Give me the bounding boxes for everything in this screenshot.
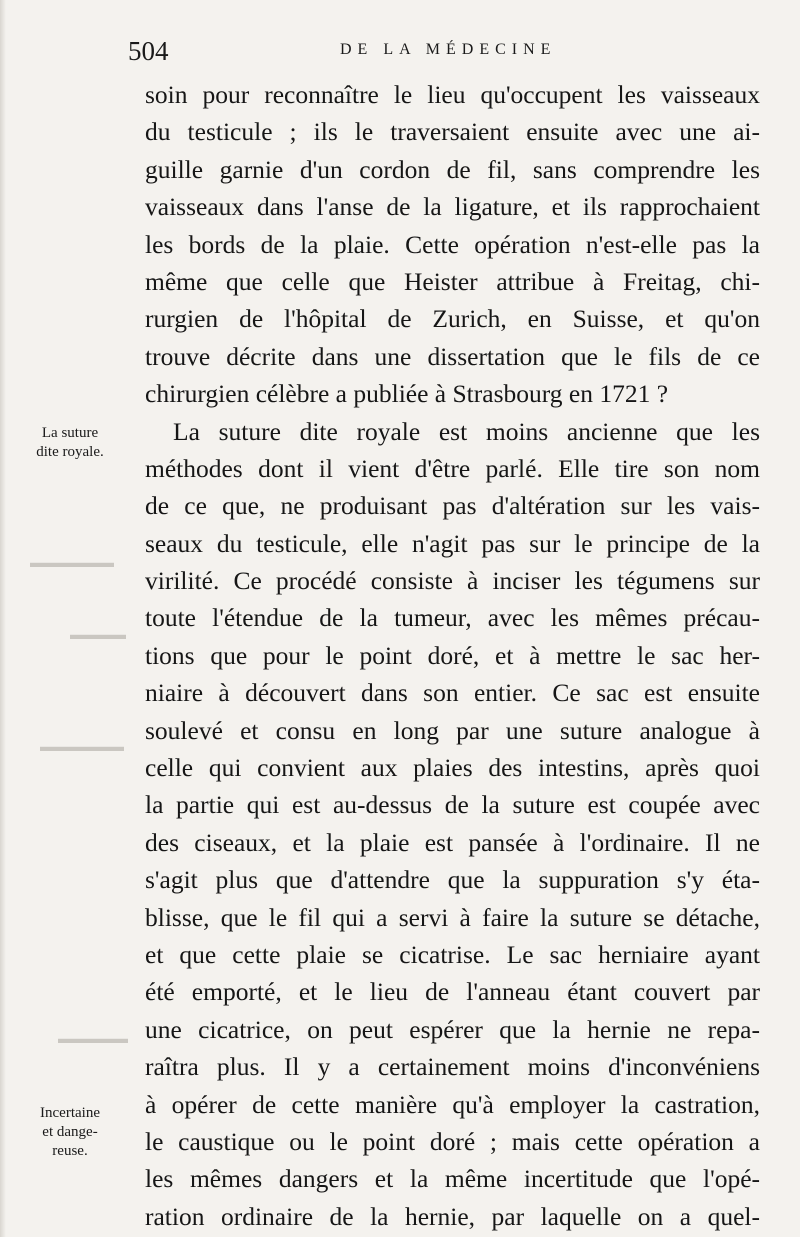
text-line: toute l'étendue de la tumeur, avec les mêmes précau- — [145, 603, 760, 633]
text-line: celle qui convient aux plaies des intestins, après quoi — [145, 753, 760, 783]
text-line: ration ordinaire de la hernie, par laquelle on a quel- — [145, 1201, 760, 1231]
text-line: vaisseaux dans l'anse de la ligature, et ils rapprochaient — [145, 192, 760, 222]
text-line: soin pour reconnaître le lieu qu'occupent les vaisseaux — [145, 80, 760, 109]
text-line-paragraph-end: chirurgien célèbre a publiée à Strasbourg en 1721 ? — [145, 379, 669, 409]
text-line: du testicule ; ils le traversaient ensuite avec une ai- — [145, 117, 760, 147]
text-line: des ciseaux, et la plaie est pansée à l'ordinaire. Il ne — [145, 827, 760, 857]
running-head: DE LA MÉDECINE — [340, 41, 557, 58]
text-line: la partie qui est au-dessus de la suture est coupée avec — [145, 790, 760, 820]
margin-note-line: dite royale. — [36, 444, 104, 460]
text-line: niaire à découvert dans son entier. Ce sac est ensuite — [145, 678, 760, 708]
text-line: soulevé et consu en long par une suture analogue à — [145, 715, 760, 745]
text-line: une cicatrice, on peut espérer que la hernie ne repa- — [145, 1014, 760, 1044]
page-number: 504 — [128, 36, 169, 66]
text-line: trouve décrite dans une dissertation que le fils de ce — [145, 341, 760, 371]
text-line: même que celle que Heister attribue à Freitag, chi- — [145, 266, 760, 296]
text-line-paragraph-start: La suture dite royale est moins ancienne que les — [173, 416, 760, 446]
text-line: seaux du testicule, elle n'agit pas sur le principe de la — [145, 528, 760, 558]
text-line: le caustique ou le point doré ; mais cette opération a — [145, 1126, 760, 1156]
margin-note-line: Incertaine — [40, 1105, 100, 1121]
text-line: blisse, que le fil qui a servi à faire la suture se détache, — [145, 902, 760, 932]
text-line: à opérer de cette manière qu'à employer la castration, — [145, 1089, 760, 1119]
text-line: guille garnie d'un cordon de fil, sans comprendre les — [145, 154, 760, 184]
page-edge-shadow — [0, 0, 6, 1237]
text-line: raîtra plus. Il y a certainement moins d'inconvéniens — [145, 1052, 760, 1082]
show-through-mark: ▬▬▬▬▬▬ — [30, 556, 114, 571]
show-through-mark: ▬▬▬▬▬ — [58, 1032, 128, 1047]
margin-note-incertaine — [8, 1104, 132, 1161]
text-line: s'agit plus que d'attendre que la suppuration s'y éta- — [145, 865, 760, 895]
margin-note-line: La suture — [41, 425, 99, 441]
text-line: méthodes dont il vient d'être parlé. Elle tire son nom — [145, 453, 760, 483]
text-line: les mêmes dangers et la même incertitude que l'opé- — [145, 1164, 760, 1194]
text-line: tions que pour le point doré, et à mettre le sac her- — [145, 640, 760, 670]
text-line: de ce que, ne produisant pas d'altération sur les vais- — [145, 491, 760, 521]
margin-note-line: et dange- — [42, 1124, 98, 1140]
show-through-mark: ▬▬▬▬ — [70, 628, 126, 643]
text-line: rurgien de l'hôpital de Zurich, en Suisse, et qu'on — [145, 304, 760, 334]
text-line: les bords de la plaie. Cette opération n'est-elle pas la — [145, 229, 760, 259]
text-line: et que cette plaie se cicatrise. Le sac herniaire ayant — [145, 939, 760, 969]
main-text-block — [145, 76, 760, 1235]
show-through-mark: ▬▬▬▬▬▬ — [40, 740, 124, 755]
margin-note-suture-royale — [8, 424, 132, 462]
margin-note-line: reuse. — [52, 1143, 88, 1159]
text-line: virilité. Ce procédé consiste à inciser les tégumens sur — [145, 566, 760, 596]
text-line: été emporté, et le lieu de l'anneau étant couvert par — [145, 977, 760, 1007]
